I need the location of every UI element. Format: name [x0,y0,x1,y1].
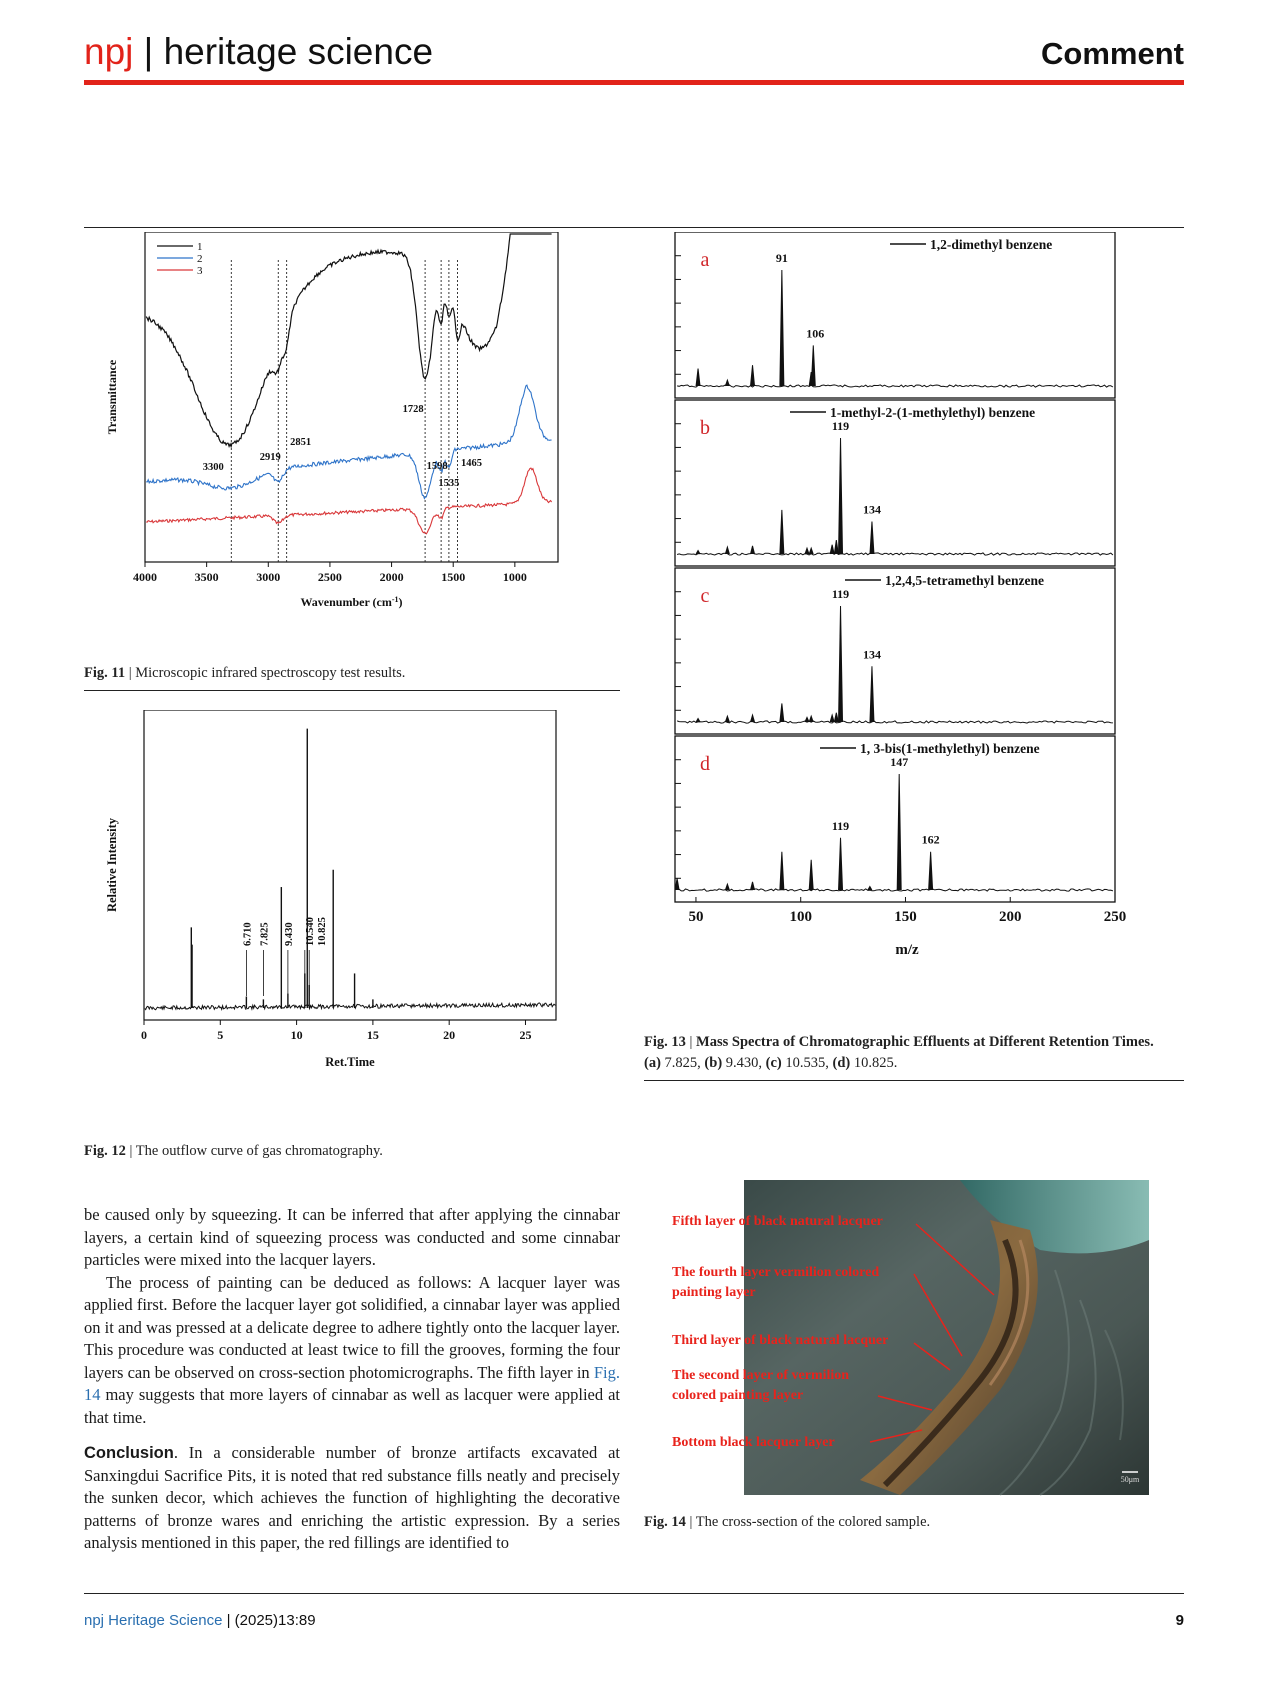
fig13-peak [870,666,874,722]
fig14-label-third: Third layer of black natural lacquer [672,1333,889,1348]
fig13-baseline [677,385,1113,387]
fig13-peak [696,369,700,386]
journal-title [84,30,433,74]
fig13-cap-c: (c) [765,1055,782,1071]
fig11-series-3 [146,468,551,534]
fig13-x-tick-label: 250 [1103,909,1127,925]
fig11-x-tick-label: 1500 [441,570,466,584]
fig12-x-tick-label: 15 [366,1028,379,1042]
fig11-x-tick-label: 2500 [317,570,342,584]
fig12-x-tick-label: 5 [217,1028,224,1042]
fig13-peak-label: 162 [921,832,940,847]
fig13-peak [751,546,755,554]
fig13-peak [870,522,874,554]
header-rule [84,80,1184,85]
fig11-peak-label: 1598 [426,461,448,472]
fig13-peak [839,438,843,554]
fig13-cap-a-val: 7.825, [664,1055,701,1071]
fig12-caption: Fig. 12 | The outflow curve of gas chromatography. [84,1143,383,1159]
fig13-legend-label: 1, 3-bis(1-methylethyl) benzene [860,741,1040,756]
fig13-panel-frame [675,568,1115,734]
fig13-caption-num: Fig. 13 [644,1034,686,1050]
fig13-peak [897,774,901,890]
fig13-peak [751,365,755,386]
fig12-baseline [145,1003,556,1010]
fig13-peak [811,345,815,386]
fig13-panel-letter: a [700,249,710,271]
fig13-legend-label: 1,2,4,5-tetramethyl benzene [885,573,1044,588]
fig13-panel-frame [675,400,1115,566]
fig13-peak-label: 134 [862,502,881,517]
fig14-label-second-a: The second layer of vermilion [672,1368,850,1383]
fig13-cap-b: (b) [704,1055,723,1071]
page-number: 9 [1175,1612,1184,1629]
fig13-x-tick-label: 150 [894,909,917,925]
fig11-rule [84,690,620,691]
fig11-plot-frame [145,232,558,562]
fig12-peak-label: 6.710 [242,922,254,946]
fig13-peak [696,551,700,554]
fig14-label-fourth-a: The fourth layer vermilion colored [672,1265,880,1280]
fig11-x-tick-label: 3000 [256,570,281,584]
fig13-peak [725,716,729,722]
paragraph-3-text: . In a considerable number of bronze artifacts excavated at Sanxingdui Sacrifice Pits, it is noted that red substance fills neatly and precisely the sunken decor, which achieves the function of highlighting the decorative patterns of bronze wares and enriching the artistic expression. By a series analysis mentioned in this paper, the red fillings are identified to [84,1443,620,1552]
fig12-chart [100,710,610,1130]
fig13-peak [839,838,843,890]
section-label: Comment [1041,36,1184,71]
fig13-peak [868,887,872,890]
fig12-peak-label: 7.825 [259,922,271,946]
fig11-peak-label: 1465 [461,458,483,469]
footer-volume: | (2025)13:89 [226,1612,316,1629]
fig13-peak [780,703,784,722]
fig13-peak-label: 119 [831,818,850,833]
fig13-cap-d: (d) [832,1055,851,1071]
fig11-x-tick-label: 4000 [133,570,157,584]
top-rule [84,227,1184,228]
fig13-peak [929,852,933,890]
fig13-peak-label: 91 [775,251,788,265]
footer-journal[interactable]: npj Heritage Science [84,1612,223,1629]
fig13-cap-d-val: 10.825. [853,1055,898,1071]
fig11-x-axis-label: Wavenumber $(cm^{-1})$ [300,595,403,609]
fig13-panel-letter: b [700,417,710,439]
fig11-caption-text: Microscopic infrared spectroscopy test results. [135,665,406,681]
paragraph-2-text-b: may suggests that more layers of cinnabar as well as lacquer were applied at that time. [84,1385,620,1427]
fig13-peak [834,713,838,722]
fig11-peak-label: 2919 [259,452,281,463]
fig11-legend-label: 3 [197,265,203,277]
fig13-peak [780,270,784,386]
fig11-legend-label: 2 [197,253,203,265]
fig13-peak [751,882,755,890]
fig13-peak [696,719,700,722]
fig14-scale: 50μm [1120,1475,1140,1484]
journal-separator: | [143,31,154,72]
fig13-peak [809,716,813,722]
fig12-x-tick-label: 20 [443,1028,456,1042]
fig13-panel-letter: d [700,753,710,775]
fig12-peak-label: 10.540 [304,917,316,946]
fig11-caption: Fig. 11 | Microscopic infrared spectroscopy test results. [84,665,406,681]
fig12-y-axis-label: Relative Intensity [105,817,119,913]
fig11-peak-label: 2851 [290,437,312,448]
fig14-caption: Fig. 14 | The cross-section of the colored sample. [644,1514,931,1530]
journal-name: heritage science [163,31,434,72]
fig11-peak-label: 3300 [202,462,224,473]
footer-rule [84,1593,1184,1594]
fig13-peak [780,852,784,890]
fig13-peak [725,884,729,890]
fig13-caption: Fig. 13 | Mass Spectra of Chromatographic Effluents at Different Retention Times. (a) 7.825, (b) 9.430, (c) 10.535, (d) 10.825. [644,1034,1154,1071]
fig12-caption-num: Fig. 12 [84,1143,126,1159]
fig13-peak [834,540,838,554]
fig13-peak-label: 147 [890,755,909,769]
fig14-label-bottom: Bottom black lacquer layer [672,1435,835,1450]
fig11-series-1 [146,234,551,447]
fig13-peak [780,510,784,554]
fig11-caption-num: Fig. 11 [84,665,126,681]
fig13-peak [751,715,755,722]
body-text [84,1204,620,1555]
paragraph-1: be caused only by squeezing. It can be inferred that after applying the cinnabar layers, a certain kind of squeezing process was conducted and some cinnabar particles were mixed into the lacquer layers. [84,1205,620,1269]
fig13-peak [830,545,834,554]
fig13-peak-label: 134 [862,647,881,662]
fig13-chart [640,232,1160,1022]
fig13-peak [809,860,813,890]
fig13-peak [830,715,834,722]
fig14-caption-text: The cross-section of the colored sample. [695,1514,931,1530]
fig13-rule [644,1080,1184,1081]
fig13-peak [725,547,729,554]
fig12-x-tick-label: 10 [290,1028,303,1042]
fig11-x-tick-label: 1000 [502,570,527,584]
fig13-panel-letter: c [700,585,710,607]
fig12-plot-frame [144,710,556,1020]
fig13-x-tick-label: 50 [688,909,704,925]
fig13-peak-label: 119 [831,419,850,433]
fig11-series-2 [146,385,551,498]
fig11-peak-label: 1728 [402,404,424,415]
fig13-cap-a: (a) [644,1055,661,1071]
paragraph-2 [84,1272,620,1430]
fig13-cap-c-val: 10.535, [785,1055,829,1071]
fig12-x-tick-label: 25 [519,1028,532,1042]
fig13-legend-label: 1,2-dimethyl benzene [930,237,1053,252]
fig14-label-second-b: colored painting layer [672,1388,804,1403]
fig13-peak [675,878,679,890]
fig11-peak-label: 1535 [438,478,460,489]
fig14-reference-link[interactable]: Fig. 14 [84,1362,620,1404]
fig12-peak-label: 10.825 [317,917,329,946]
fig14-caption-num: Fig. 14 [644,1514,686,1530]
fig13-peak-label: 119 [831,587,850,601]
paragraph-3 [84,1442,620,1555]
fig12-x-tick-label: 0 [141,1028,147,1042]
fig14-photo [660,1180,1160,1500]
fig13-baseline [677,889,1113,891]
fig14-label-fifth: Fifth layer of black natural lacquer [672,1214,883,1229]
fig12-peak-label: 9.430 [283,922,295,946]
fig13-x-tick-label: 100 [789,909,812,925]
journal-npj: npj [84,31,134,72]
fig11-x-tick-label: 3500 [194,570,219,584]
fig13-peak [805,717,809,722]
fig13-legend-label: 1-methyl-2-(1-methylethyl) benzene [830,405,1036,420]
fig13-peak [809,548,813,554]
fig13-panel-frame [675,232,1115,398]
fig13-caption-title: Mass Spectra of Chromatographic Effluents at Different Retention Times. [696,1034,1154,1050]
fig12-x-axis-label: Ret.Time [325,1055,375,1069]
conclusion-heading: Conclusion [84,1444,174,1462]
fig13-x-tick-label: 200 [998,909,1022,925]
fig11-chart [100,232,610,652]
fig13-x-axis-label: m/z [895,942,919,958]
fig11-y-axis-label: Transmittance [105,359,119,435]
fig14-label-fourth-b: painting layer [672,1285,756,1300]
fig13-peak-label: 106 [806,326,825,341]
fig11-x-tick-label: 2000 [379,570,404,584]
fig12-caption-text: The outflow curve of gas chromatography. [135,1143,383,1159]
fig13-peak [839,606,843,722]
fig11-legend-label: 1 [197,241,203,253]
paragraph-2-text-a: The process of painting can be deduced as follows: A lacquer layer was applied first. Before the lacquer layer got solidified, a cinnabar layer was applied on it and was pressed at a delicate degree to adhere tightly onto the lacquer layer. This procedure was conducted at least twice to fill the grooves, forming the four layers can be observed on cross-section photomicrographs. The fifth layer in [84,1272,620,1382]
fig13-cap-b-val: 9.430, [725,1055,763,1071]
fig13-peak [805,548,809,554]
fig13-baseline [677,721,1113,723]
fig13-baseline [677,553,1113,555]
footer-citation [84,1612,316,1629]
fig13-peak [725,380,729,386]
